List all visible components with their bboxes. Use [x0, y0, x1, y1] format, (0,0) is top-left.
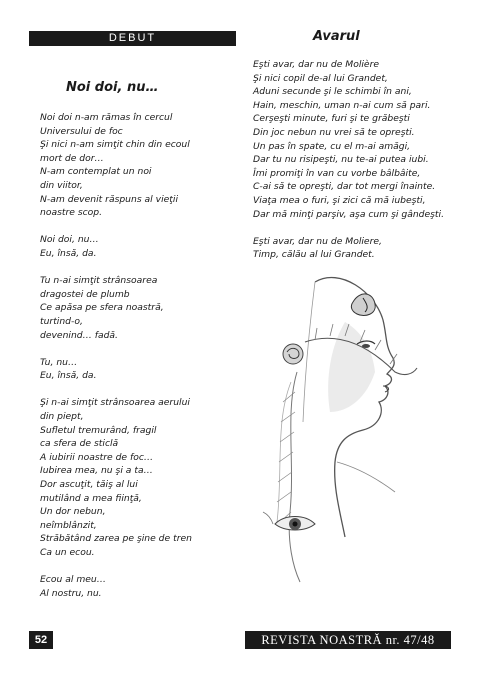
poem-line: Îmi promiţi în van cu vorbe bâlbâite,: [253, 167, 421, 179]
poem-line: Cerşeşti minute, furi şi te grăbeşti: [253, 113, 410, 125]
stanza: [40, 111, 192, 220]
magazine-title: REVISTA NOASTRĂ nr. 47/48: [261, 633, 435, 647]
stanza: [253, 58, 444, 221]
poem-line: Sufletul tremurând, fragil: [40, 424, 157, 436]
poem-line: Al nostru, nu.: [40, 587, 102, 599]
stanza: [40, 573, 192, 600]
poem-line: Timp, călău al lui Grandet.: [253, 249, 375, 261]
poem-line: Universului de foc: [40, 125, 123, 137]
section-label: DEBUT: [108, 32, 157, 44]
page-number: 52: [34, 634, 48, 646]
poem-line: mort de dor…: [40, 152, 104, 164]
poem-line: Dor ascuţit, tăiş al lui: [40, 479, 138, 491]
pencil-portrait-illustration: [245, 262, 451, 602]
poem-line: noastre scop.: [40, 207, 103, 219]
poem-line: neîmblânzit,: [40, 519, 97, 531]
poem-line: A iubirii noastre de foc…: [40, 451, 154, 463]
poem-line: Un pas în spate, cu el m-ai amăgi,: [253, 140, 411, 152]
poem-line: Noi doi, nu…: [40, 234, 99, 246]
poem-line: Şi nici n-am simţit chin din ecoul: [40, 139, 190, 151]
poem-line: Un dor nebun,: [40, 506, 106, 518]
poem-line: Eşti avar, dar nu de Moliere,: [253, 235, 382, 247]
poem-line: N-am devenit răspuns al vieţii: [40, 193, 178, 205]
poem-line: Şi nici copil de-al lui Grandet,: [253, 72, 388, 84]
poem-line: dragostei de plumb: [40, 288, 130, 300]
poem-line: Noi doi n-am rămas în cercul: [40, 112, 173, 123]
section-banner: [29, 31, 236, 46]
poem-line: din viitor,: [40, 179, 83, 191]
poem-line: Dar mă minţi parşiv, aşa cum şi gândeşti.: [253, 208, 445, 220]
poem-line: N-am contemplat un noi: [40, 166, 152, 178]
poem-line: mutilând a mea fiinţă,: [40, 492, 142, 504]
poem-line: Hain, meschin, uman n-ai cum să pari.: [253, 99, 431, 111]
poem-line: din piept,: [40, 411, 84, 423]
poem-line: ca sfera de sticlă: [40, 438, 119, 450]
poem-line: Ca un ecou.: [40, 547, 95, 558]
poem-line: C-ai să te opreşti, dar tot mergi înainte.: [253, 181, 436, 193]
poem-line: turtind-o,: [40, 315, 83, 327]
stanza: [40, 274, 192, 342]
left-poem-body: [40, 111, 192, 600]
poem-line: Ecou al meu…: [40, 574, 106, 586]
poem-line: Ce apăsa pe sfera noastră,: [40, 302, 164, 314]
poem-line: Tu n-ai simţit strânsoarea: [40, 275, 158, 287]
stanza: [253, 235, 444, 262]
poem-line: Şi n-ai simţit strânsoarea aerului: [40, 397, 190, 409]
poem-line: Eşti avar, dar nu de Molière: [253, 59, 380, 70]
right-poem-body: [253, 58, 444, 262]
poem-line: Din joc nebun nu vrei să te opreşti.: [253, 126, 415, 138]
stanza: [40, 396, 192, 559]
poem-line: Tu, nu…: [40, 356, 78, 368]
poem-line: Eu, însă, da.: [40, 370, 97, 382]
magazine-footer-banner: [245, 631, 451, 649]
poem-line: Iubirea mea, nu şi a ta…: [40, 465, 153, 477]
right-poem-title: Avarul: [313, 29, 360, 44]
poem-line: Viaţa mea o furi, şi zici că mă iubeşti,: [253, 194, 426, 206]
stanza: [40, 356, 192, 383]
poem-line: Aduni secunde şi le schimbi în ani,: [253, 86, 412, 98]
poem-line: Eu, însă, da.: [40, 247, 97, 259]
page-number-badge: [29, 631, 53, 649]
poem-line: Străbătând zarea pe şine de tren: [40, 533, 192, 545]
poem-line: devenind… fadă.: [40, 329, 118, 341]
left-poem-title: Noi doi, nu…: [66, 80, 159, 95]
stanza: [40, 233, 192, 260]
poem-line: Dar tu nu risipeşti, nu te-ai putea iubi.: [253, 154, 429, 166]
